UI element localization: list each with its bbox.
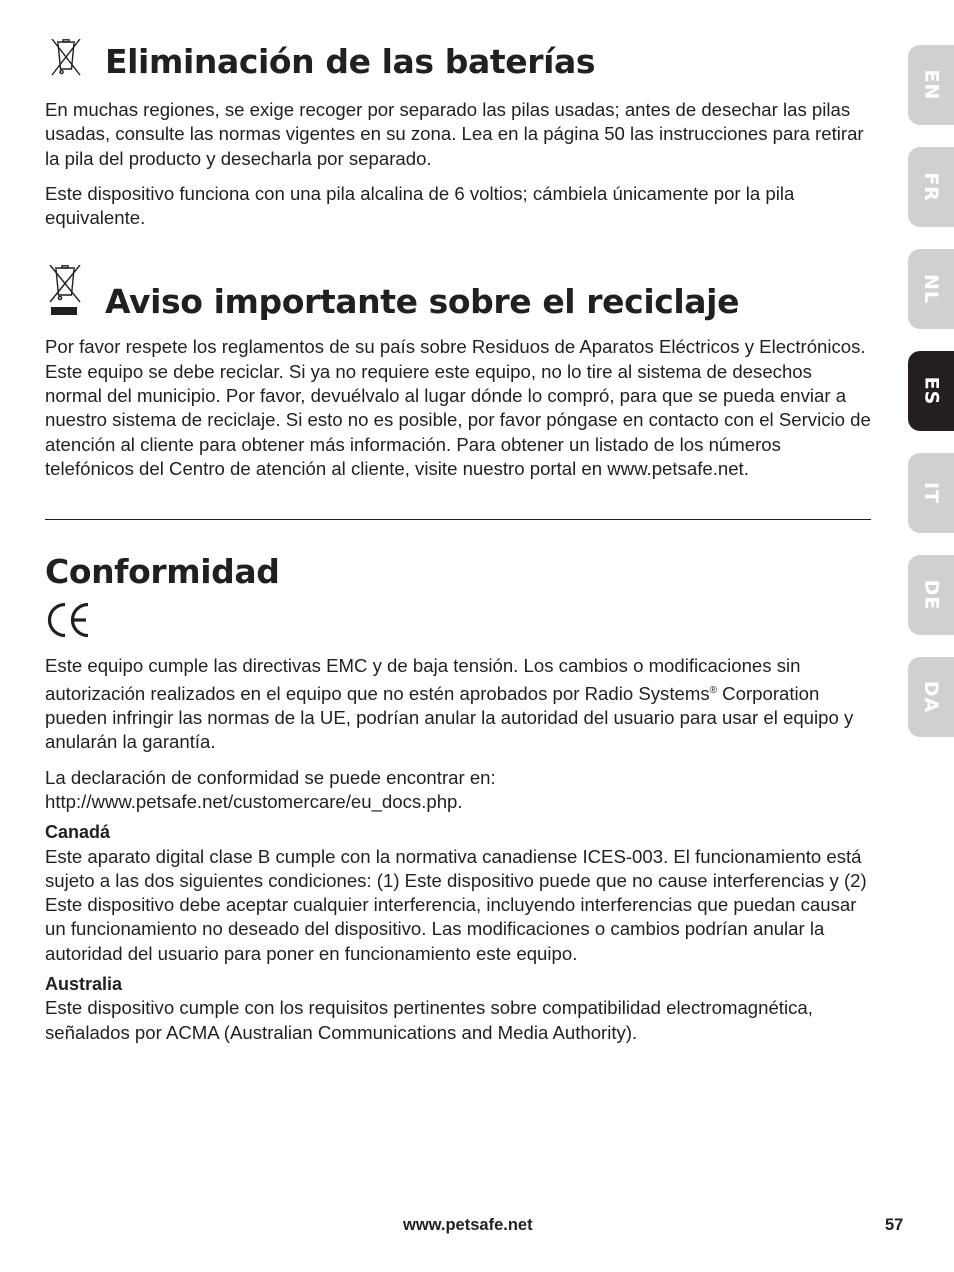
conformity-title: Conformidad <box>45 552 280 592</box>
tab-en[interactable] <box>908 45 954 125</box>
registered-mark: ® <box>709 684 718 696</box>
tab-label: DE <box>919 579 942 611</box>
tab-label: DA <box>919 680 942 714</box>
tab-it[interactable] <box>908 453 954 533</box>
tab-da[interactable] <box>908 657 954 737</box>
tab-es[interactable] <box>908 351 954 431</box>
recycling-title: Aviso importante sobre el reciclaje <box>105 282 740 322</box>
tab-label: EN <box>919 69 942 101</box>
canada-heading: Canadá <box>45 822 111 843</box>
crossed-out-bin-with-bar-icon <box>45 265 85 322</box>
conformity-text-end: Corporation pueden infringir las normas de la UE, podrían anular la autoridad del usuario para usar el equipo y anularán la garantía. <box>45 682 854 753</box>
declaration-text: La declaración de conformidad se puede encontrar en: <box>45 766 496 788</box>
conformity-text-start: Este equipo cumple las directivas EMC y de baja tensión. Los cambios o modificaciones sin autorización realizados en el equipo que no estén aprobados por Radio Systems <box>45 655 801 704</box>
tab-label: NL <box>919 273 942 305</box>
tab-label: FR <box>919 172 942 202</box>
tab-fr[interactable] <box>908 147 954 227</box>
batteries-paragraph-1: En muchas regiones, se exige recoger por separado las pilas usadas; antes de desechar las pilas usadas, consulte las normas vigentes en su zona. Lea en la página 50 las instrucciones para retirar la pila del producto y desecharla por separado. <box>45 99 864 169</box>
page-number: 57 <box>885 1216 904 1234</box>
language-tabs <box>908 45 954 759</box>
page-content <box>45 40 871 1056</box>
canada-paragraph: Este aparato digital clase B cumple con la normativa canadiense ICES-003. El funcionamiento está sujeto a las dos siguientes condiciones: (1) Este dispositivo puede que no cause interferencias y (2) Este dispositivo debe aceptar cualquier interferencia, incluyendo interferencias que puedan causar un funcionamiento no deseado del dispositivo. Las modificaciones o cambios podrían anular la autoridad del usuario para poner en funcionamiento este equipo. <box>45 845 867 964</box>
declaration-url: http://www.petsafe.net/customercare/eu_docs.php. <box>45 790 463 812</box>
tab-label: IT <box>920 481 942 505</box>
recycling-paragraph: Por favor respete los reglamentos de su país sobre Residuos de Aparatos Eléctricos y Electrónicos. Este equipo se debe reciclar. Si ya no requiere este equipo, no lo tire al sistema de desechos normal del municipio. Por favor, devuélvalo al lugar dónde lo compró, para que se pueda enviar a nuestro sistema de reciclaje. Si esto no es posible, por favor póngase en contacto con el Servicio de atención al cliente para obtener más información. Para obtener un listado de los números telefónicos del Centro de atención al cliente, visite nuestro portal en www.petsafe.net. <box>45 336 871 479</box>
crossed-out-bin-icon <box>45 39 85 82</box>
tab-de[interactable] <box>908 555 954 635</box>
tab-nl[interactable] <box>908 249 954 329</box>
conformity-paragraph-1 <box>45 654 871 754</box>
australia-paragraph: Este dispositivo cumple con los requisitos pertinentes sobre compatibilidad electromagnética, señalados por ACMA (Australian Communications and Media Authority). <box>45 997 813 1043</box>
tab-label: ES <box>919 376 942 406</box>
australia-heading: Australia <box>45 974 123 995</box>
batteries-paragraph-2: Este dispositivo funciona con una pila alcalina de 6 voltios; cámbiela únicamente por la pila equivalente. <box>45 182 795 229</box>
ce-mark-icon <box>45 602 871 648</box>
footer-url[interactable]: www.petsafe.net <box>403 1216 533 1234</box>
conformity-paragraph-2 <box>45 766 871 815</box>
recycling-header <box>45 267 871 322</box>
batteries-header <box>45 40 871 82</box>
batteries-title: Eliminación de las baterías <box>105 42 596 81</box>
